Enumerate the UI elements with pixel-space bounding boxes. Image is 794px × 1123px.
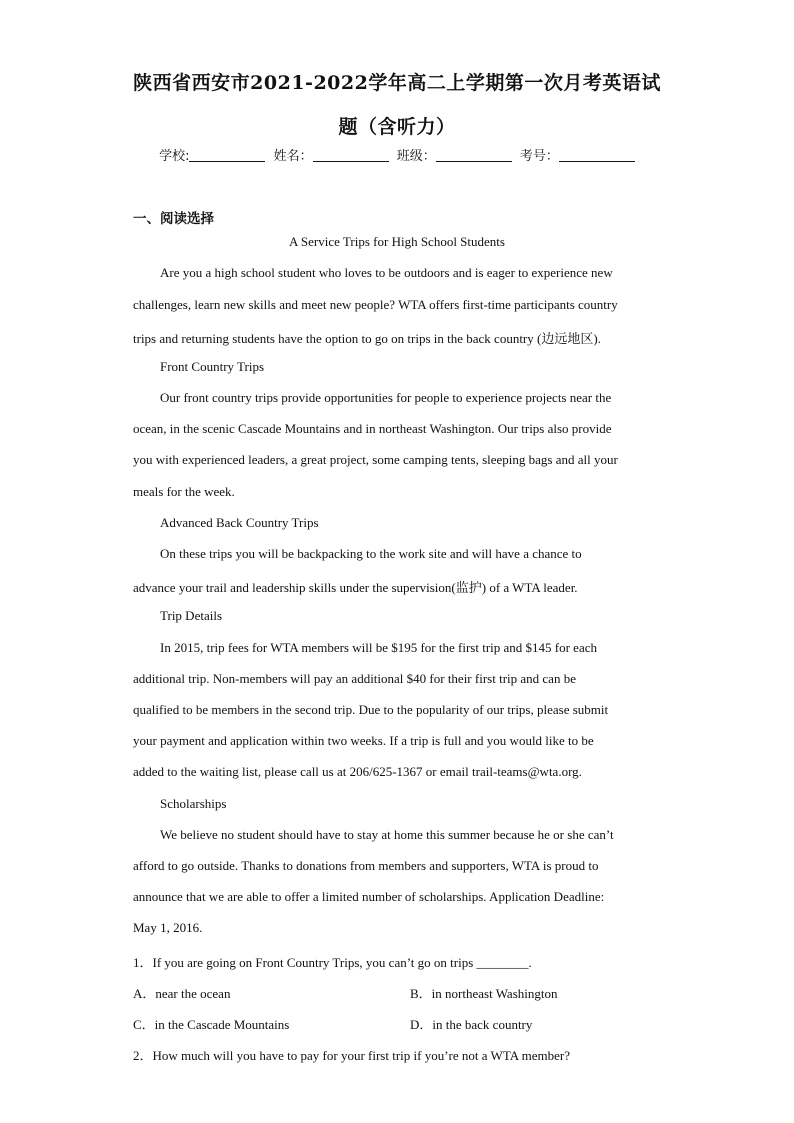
passage-heading: A Service Trips for High School Students bbox=[289, 234, 505, 249]
passage-line: announce that we are able to offer a limited number of scholarships. Application Deadline: bbox=[133, 889, 605, 904]
exam-number-blank[interactable] bbox=[559, 148, 635, 162]
school-blank[interactable] bbox=[189, 148, 265, 162]
class-label: 班级： bbox=[396, 149, 436, 164]
page-title-line-1: 陕西省西安市2021-2022学年高二上学期第一次月考英语试 bbox=[133, 72, 661, 94]
question-1-stem: 1．If you are going on Front Country Trips, you can’t go on trips ________. bbox=[133, 955, 532, 970]
question-1-option-d[interactable]: D．in the back country bbox=[410, 1017, 533, 1032]
page-title-line-2: 题（含听力） bbox=[338, 116, 456, 138]
passage-line: meals for the week. bbox=[133, 484, 235, 499]
passage-line: May 1, 2016. bbox=[133, 920, 203, 935]
question-1-option-a[interactable]: A．near the ocean bbox=[133, 986, 231, 1001]
passage-line: In 2015, trip fees for WTA members will be $195 for the first trip and $145 for each bbox=[160, 640, 597, 655]
class-blank[interactable] bbox=[436, 148, 512, 162]
passage-line: trips and returning students have the option to go on trips in the back country (边远地区). bbox=[133, 331, 601, 346]
question-1-option-b[interactable]: B．in northeast Washington bbox=[410, 986, 558, 1001]
passage-line: you with experienced leaders, a great project, some camping tents, sleeping bags and all your bbox=[133, 452, 618, 467]
question-2-stem: 2．How much will you have to pay for your first trip if you’re not a WTA member? bbox=[133, 1048, 571, 1063]
name-blank[interactable] bbox=[313, 148, 389, 162]
passage-line: Our front country trips provide opportunities for people to experience projects near the bbox=[160, 390, 612, 405]
passage-line: Are you a high school student who loves to be outdoors and is eager to experience new bbox=[160, 265, 613, 280]
school-label: 学校: bbox=[159, 149, 190, 164]
passage-line: added to the waiting list, please call us at 206/625-1367 or email trail-teams@wta.org. bbox=[133, 764, 582, 779]
passage-line: ocean, in the scenic Cascade Mountains and in northeast Washington. Our trips also provide bbox=[133, 421, 612, 436]
passage-line: On these trips you will be backpacking to the work site and will have a chance to bbox=[160, 546, 582, 561]
passage-line: additional trip. Non-members will pay an additional $40 for their first trip and can be bbox=[133, 671, 576, 686]
passage-line: We believe no student should have to stay at home this summer because he or she can’t bbox=[160, 827, 614, 842]
question-1-option-c[interactable]: C．in the Cascade Mountains bbox=[133, 1017, 290, 1032]
passage-line: qualified to be members in the second trip. Due to the popularity of our trips, please submit bbox=[133, 702, 609, 717]
section-title: 一、阅读选择 bbox=[133, 211, 214, 227]
exam-number-label: 考号： bbox=[519, 149, 559, 164]
passage-line: your payment and application within two weeks. If a trip is full and you would like to be bbox=[133, 733, 594, 748]
passage-line: afford to go outside. Thanks to donations from members and supporters, WTA is proud to bbox=[133, 858, 599, 873]
name-label: 姓名： bbox=[273, 149, 313, 164]
student-info-fields bbox=[0, 145, 794, 164]
passage-subheading: Advanced Back Country Trips bbox=[160, 515, 319, 530]
passage-subheading: Front Country Trips bbox=[160, 359, 265, 374]
passage-subheading: Trip Details bbox=[160, 608, 222, 623]
passage-subheading: Scholarships bbox=[160, 796, 227, 811]
passage-line: advance your trail and leadership skills under the supervision(监护) of a WTA leader. bbox=[133, 580, 578, 595]
passage-line: challenges, learn new skills and meet new people? WTA offers first-time participants country bbox=[133, 297, 618, 312]
